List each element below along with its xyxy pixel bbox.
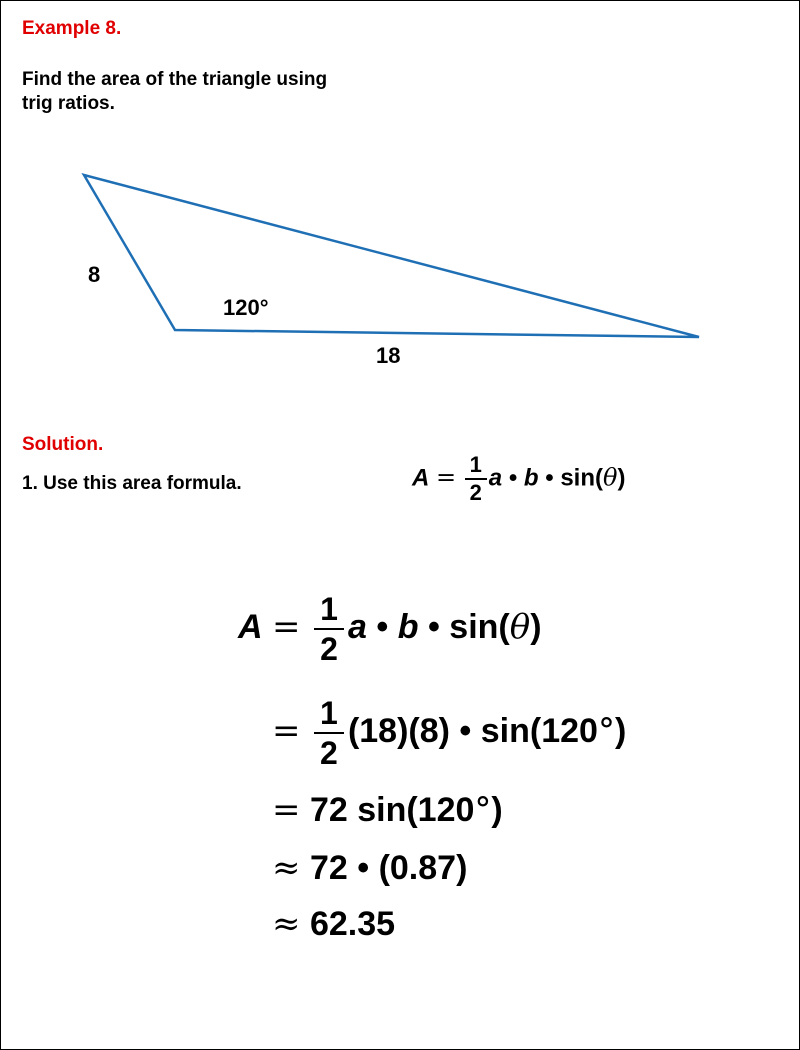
fraction-one-half xyxy=(314,694,344,772)
work-approx: ≈ xyxy=(272,904,301,944)
formula-A: A xyxy=(412,464,430,492)
work-close-paren: ) xyxy=(614,711,627,750)
work-sin: sin( xyxy=(449,607,510,646)
work-result: 62.35 xyxy=(309,905,396,943)
degree-symbol: ° xyxy=(597,710,615,751)
formula-b: b xyxy=(523,464,539,492)
fraction-denominator: 2 xyxy=(469,480,482,505)
fraction-one-half xyxy=(465,452,487,506)
work-b: b xyxy=(397,607,419,646)
fraction-numerator: 1 xyxy=(320,591,338,627)
work-line-2 xyxy=(272,694,626,772)
work-line-4 xyxy=(272,848,467,888)
work-expression: 72 • (0.87) xyxy=(309,849,468,887)
work-a: a xyxy=(347,607,367,646)
work-dot: • xyxy=(376,607,389,646)
work-line-1 xyxy=(238,590,542,668)
step-1-text: 1. Use this area formula. xyxy=(22,473,242,494)
work-dot: • xyxy=(427,607,440,646)
area-formula-small xyxy=(412,452,625,506)
formula-theta: θ xyxy=(603,463,618,492)
work-equals: = xyxy=(272,606,301,647)
work-equals: = xyxy=(272,710,301,751)
fraction-numerator: 1 xyxy=(320,695,338,731)
formula-close-paren: ) xyxy=(617,464,626,492)
work-equals: = xyxy=(272,790,301,830)
formula-a: a xyxy=(488,464,503,492)
fraction-numerator: 1 xyxy=(469,452,482,477)
fraction-denominator: 2 xyxy=(320,735,338,771)
work-A: A xyxy=(238,607,263,646)
example-title: Example 8. xyxy=(22,18,122,39)
formula-dot: • xyxy=(508,464,518,492)
formula-sin: sin( xyxy=(560,464,603,492)
side-left-label: 8 xyxy=(88,262,101,287)
work-close-paren: ) xyxy=(491,791,503,829)
formula-equals: = xyxy=(436,463,457,492)
work-expression: (18)(8) • sin(120 xyxy=(347,711,598,750)
work-expression: 72 sin(120 xyxy=(309,791,475,829)
work-line-3 xyxy=(272,790,503,830)
formula-dot: • xyxy=(545,464,554,492)
work-close-paren: ) xyxy=(530,607,542,646)
work-line-5 xyxy=(272,904,395,944)
side-bottom-label: 18 xyxy=(376,343,401,368)
fraction-denominator: 2 xyxy=(320,631,338,667)
solution-heading: Solution. xyxy=(22,434,104,455)
prompt-line-2: trig ratios. xyxy=(22,93,115,114)
work-approx: ≈ xyxy=(272,848,301,888)
prompt-line-1: Find the area of the triangle using xyxy=(22,69,328,90)
degree-symbol: ° xyxy=(474,790,492,830)
triangle-shape xyxy=(84,175,699,337)
work-theta: θ xyxy=(509,606,531,647)
fraction-one-half xyxy=(314,590,344,668)
angle-label: 120° xyxy=(223,295,269,320)
